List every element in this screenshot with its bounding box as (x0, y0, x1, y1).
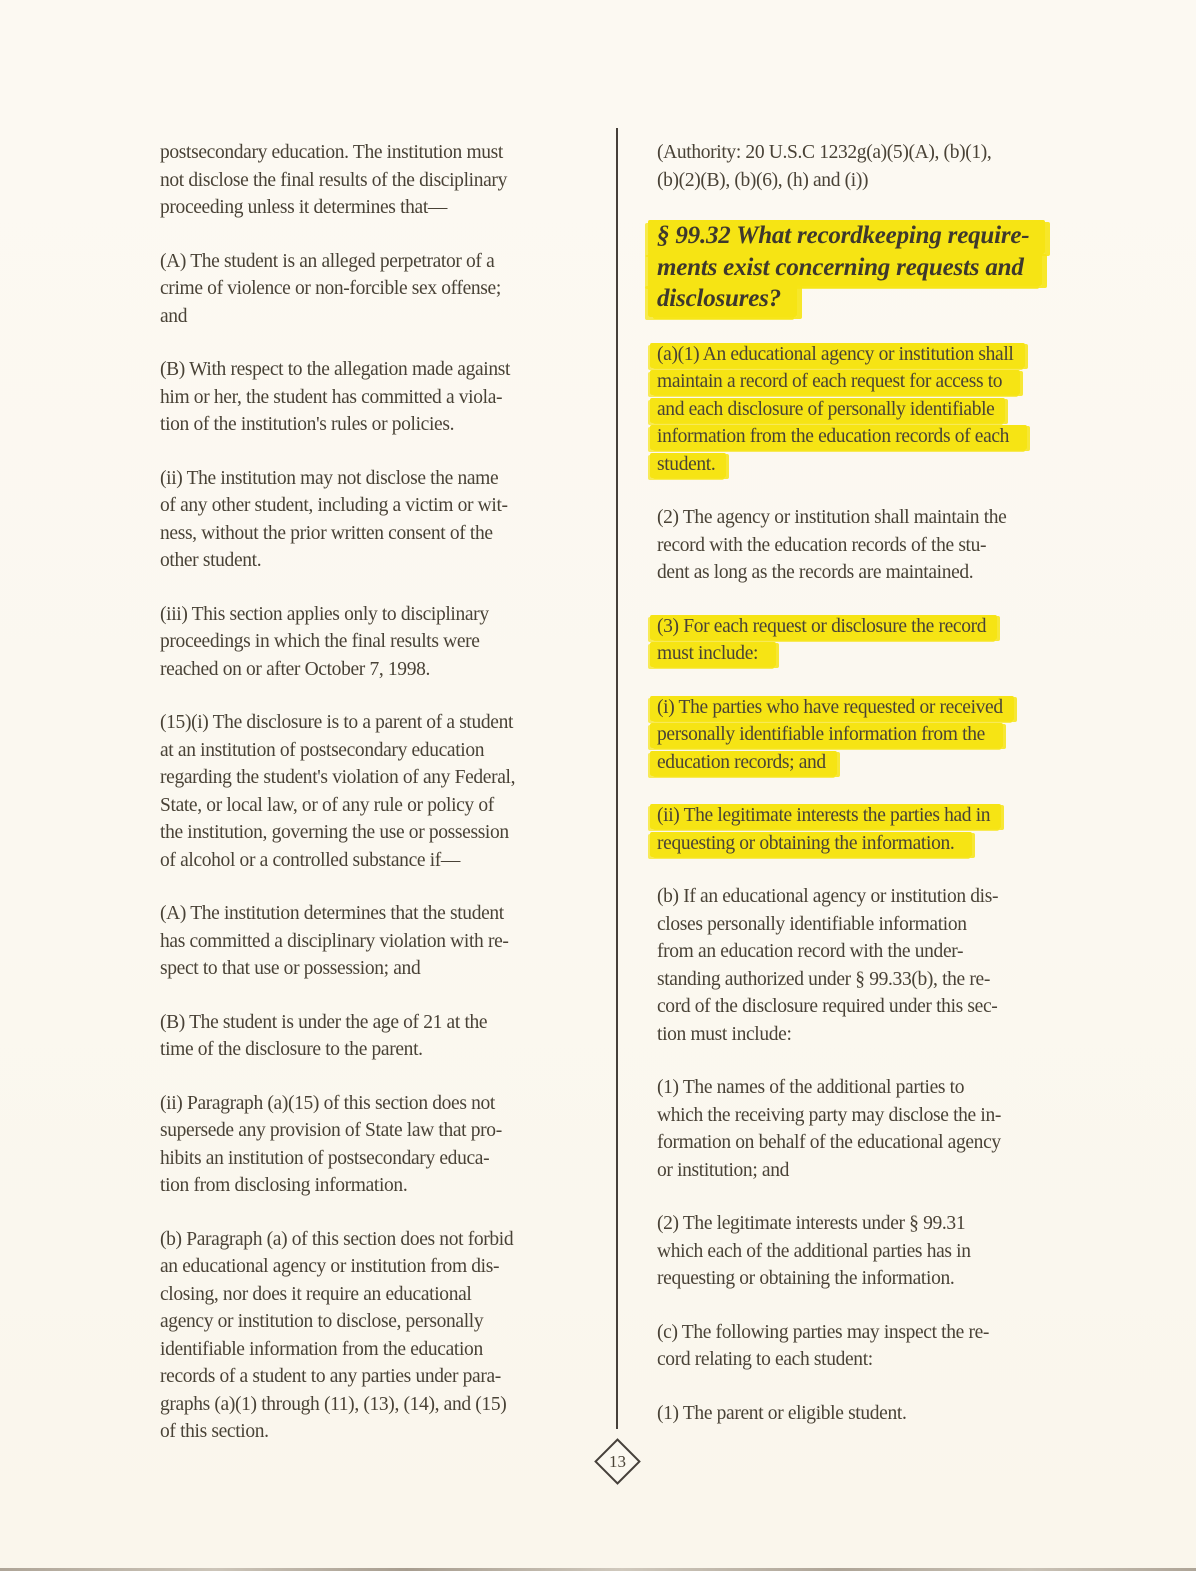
highlighted-text-line: ments exist concerning requests and (648, 252, 1042, 286)
paragraph (657, 139, 1109, 194)
text-line: formation on behalf of the educational agency (657, 1132, 1001, 1153)
paragraph (657, 341, 1109, 479)
page-number: 13 (609, 1451, 626, 1471)
paragraph (657, 1400, 1109, 1428)
text-line: and (160, 305, 188, 327)
highlighted-text-line: requesting or obtaining the information. (650, 832, 972, 857)
highlighted-text-line: maintain a record of each request for access to (650, 370, 1020, 395)
text-line: identifiable information from the education (160, 1338, 483, 1360)
text-line: (b)(2)(B), (b)(6), (h) and (i)) (657, 169, 869, 191)
text-line: an educational agency or institution from dis- (160, 1256, 500, 1277)
text-line: which the receiving party may disclose the in- (657, 1104, 1001, 1126)
paragraph (160, 709, 612, 874)
paragraph (657, 613, 1109, 668)
text-line: postsecondary education. The institution must (160, 142, 503, 163)
text-line: closing, nor does it require an educational (160, 1283, 472, 1305)
paragraph (160, 248, 612, 331)
text-line: graphs (a)(1) through (11), (13), (14), and (15) (160, 1393, 507, 1415)
text-line: proceedings in which the final results were (160, 631, 480, 652)
text-line: (1) The parent or eligible student. (657, 1402, 907, 1424)
text-line: (B) With respect to the allegation made against (160, 359, 511, 380)
text-line: proceeding unless it determines that— (160, 197, 448, 218)
text-line: agency or institution to disclose, personally (160, 1311, 484, 1332)
text-line: spect to that use or possession; and (160, 958, 421, 979)
highlighted-text-line: disclosures? (648, 283, 797, 317)
text-line: records of a student to any parties under para- (160, 1366, 501, 1387)
text-line: other student. (160, 550, 262, 571)
text-line: of any other student, including a victim or wit- (160, 495, 508, 516)
text-line: not disclose the final results of the disciplinary (160, 169, 507, 191)
highlighted-text-line: information from the education records of each (650, 425, 1027, 450)
text-line: (A) The institution determines that the student (160, 903, 504, 924)
text-line: of this section. (160, 1421, 269, 1442)
text-line: (iii) This section applies only to disciplinary (160, 603, 489, 625)
text-line: (b) Paragraph (a) of this section does not forbid (160, 1228, 514, 1250)
paragraph (160, 139, 612, 222)
paragraph (160, 1226, 612, 1446)
text-line: (A) The student is an alleged perpetrator of a (160, 250, 495, 272)
text-line: time of the disclosure to the parent. (160, 1039, 423, 1060)
paragraph (657, 694, 1109, 777)
text-line: (c) The following parties may inspect the re- (657, 1321, 990, 1343)
text-line: (2) The agency or institution shall maintain the (657, 507, 1007, 528)
right-text-column (657, 139, 1109, 1453)
paragraph (160, 1009, 612, 1064)
text-line: supersede any provision of State law that pro- (160, 1120, 502, 1141)
text-line: him or her, the student has committed a viola- (160, 386, 503, 408)
text-line: hibits an institution of postsecondary educa- (160, 1147, 490, 1169)
text-line: or institution; and (657, 1159, 790, 1181)
paragraph (657, 504, 1109, 587)
highlighted-text-line: (a)(1) An educational agency or institution shall (650, 343, 1025, 368)
section-heading (657, 220, 1109, 315)
text-line: tion must include: (657, 1023, 792, 1045)
text-line: from an education record with the under- (657, 941, 964, 962)
text-line: (ii) Paragraph (a)(15) of this section does not (160, 1092, 495, 1114)
highlighted-text-line: (3) For each request or disclosure the record (650, 615, 997, 640)
text-line: record with the education records of the stu- (657, 534, 987, 556)
text-line: requesting or obtaining the information. (657, 1268, 955, 1289)
paragraph (657, 883, 1109, 1048)
text-line: dent as long as the records are maintained. (657, 562, 974, 583)
highlighted-text-line: (i) The parties who have requested or received (650, 696, 1014, 721)
paragraph (160, 900, 612, 983)
text-line: State, or local law, or of any rule or policy of (160, 794, 494, 816)
text-line: crime of violence or non-forcible sex offense; (160, 278, 501, 299)
paragraph (160, 1090, 612, 1200)
text-line: (2) The legitimate interests under § 99.31 (657, 1213, 966, 1234)
text-line: of alcohol or a controlled substance if— (160, 849, 461, 871)
text-line: closes personally identifiable information (657, 913, 967, 935)
paragraph (160, 465, 612, 575)
text-line: the institution, governing the use or possession (160, 822, 509, 843)
text-line: cord relating to each student: (657, 1349, 873, 1370)
text-line: (Authority: 20 U.S.C 1232g(a)(5)(A), (b)(1), (657, 142, 992, 163)
column-divider-rule (616, 128, 618, 1429)
text-line: reached on or after October 7, 1998. (160, 658, 431, 680)
text-line: at an institution of postsecondary education (160, 739, 485, 761)
paragraph (657, 1074, 1109, 1184)
text-line: regarding the student's violation of any Federal, (160, 767, 516, 788)
text-line: (b) If an educational agency or institution dis- (657, 886, 999, 907)
text-line: tion from disclosing information. (160, 1175, 408, 1196)
highlighted-text-line: education records; and (650, 751, 837, 776)
highlighted-text-line: (ii) The legitimate interests the parties had in (650, 804, 1001, 829)
highlighted-text-line: personally identifiable information from the (650, 723, 1003, 748)
left-text-column (160, 139, 612, 1472)
text-line: has committed a disciplinary violation with re- (160, 930, 509, 952)
highlighted-text-line: § 99.32 What recordkeeping require- (648, 220, 1045, 254)
text-line: (1) The names of the additional parties to (657, 1077, 965, 1098)
text-line: (15)(i) The disclosure is to a parent of a student (160, 712, 514, 733)
paragraph (657, 1319, 1109, 1374)
text-line: which each of the additional parties has in (657, 1240, 971, 1262)
paragraph (657, 802, 1109, 857)
highlighted-text-line: student. (650, 453, 726, 478)
text-line: (ii) The institution may not disclose the name (160, 467, 499, 489)
highlighted-text-line: and each disclosure of personally identifiable (650, 398, 1005, 423)
paragraph (160, 601, 612, 684)
text-line: (B) The student is under the age of 21 at the (160, 1011, 488, 1033)
paragraph (160, 356, 612, 439)
text-line: standing authorized under § 99.33(b), the re- (657, 968, 990, 990)
text-line: ness, without the prior written consent of the (160, 522, 493, 544)
text-line: tion of the institution's rules or policies. (160, 414, 455, 435)
highlighted-text-line: must include: (650, 642, 776, 667)
paragraph (657, 1210, 1109, 1293)
text-line: cord of the disclosure required under this sec- (657, 996, 998, 1017)
